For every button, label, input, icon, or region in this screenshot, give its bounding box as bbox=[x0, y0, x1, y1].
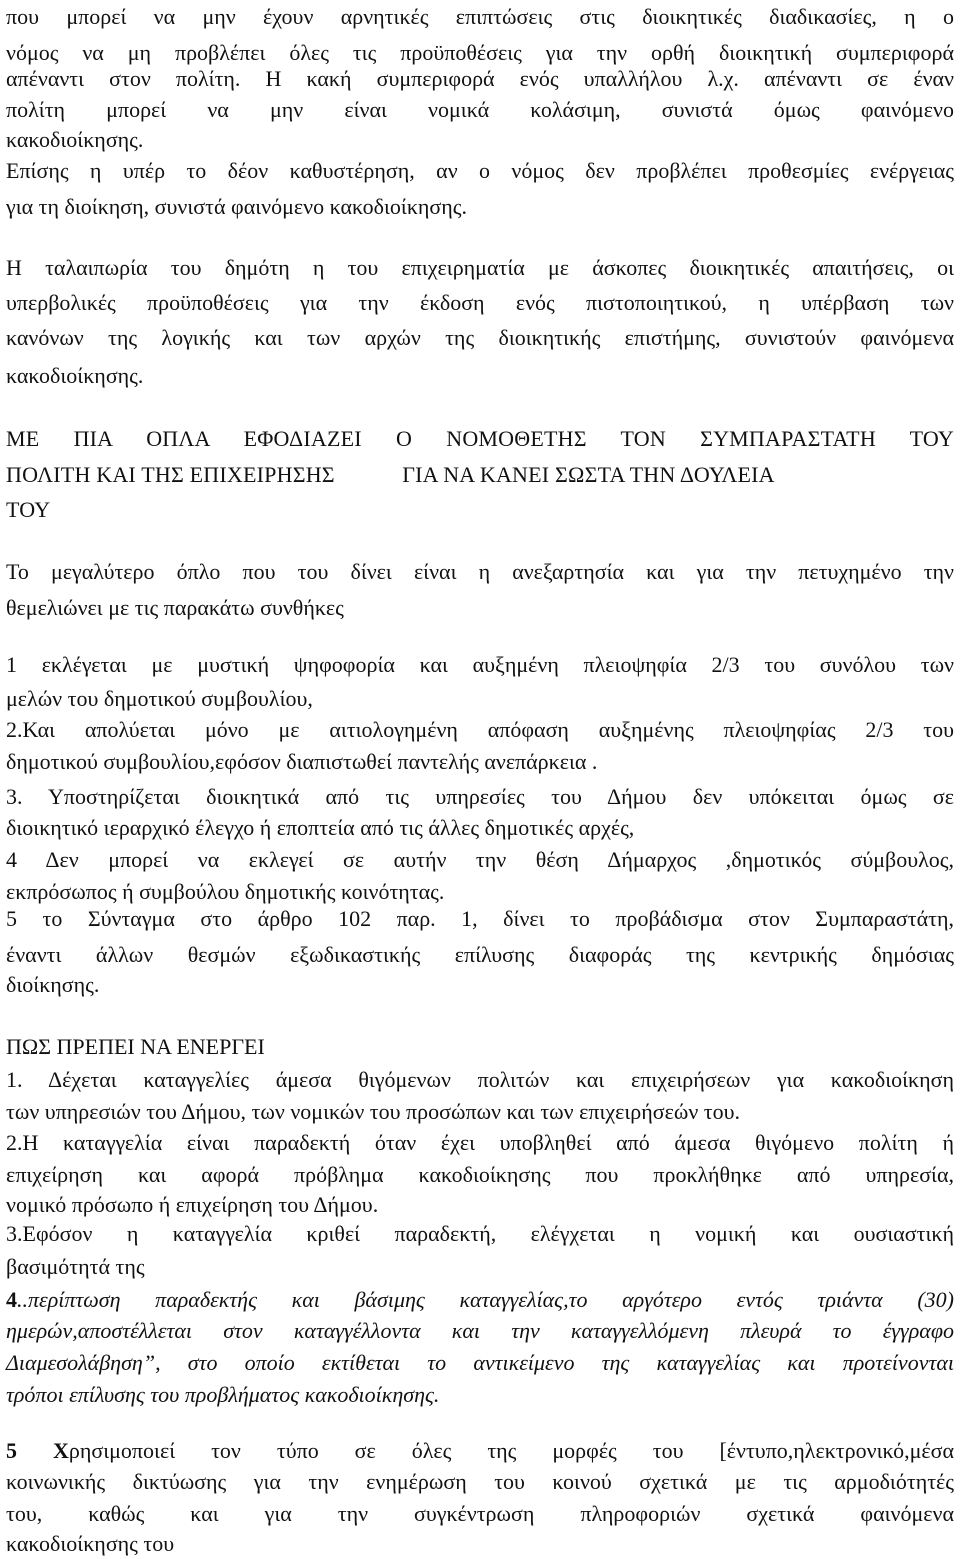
section-heading: ΜΕ ΠΙΑ ΟΠΛΑ ΕΦΟΔΙΑΖΕΙ Ο ΝΟΜΟΘΕΤΗΣ ΤΟΝ ΣΥΜΠΑΡΑΣΤΑΤΗ ΤΟΥ bbox=[6, 426, 954, 451]
list-item bbox=[6, 1287, 954, 1313]
item-text: ρησιμοποιεί τον τύπο σε όλες της μορφές του [έντυπο,ηλεκτρονικό,μέσα bbox=[68, 1438, 955, 1463]
list-item: των υπηρεσιών του Δήμου, των νομικών του προσώπων και των επιχειρήσεών του. bbox=[6, 1099, 741, 1124]
section-heading bbox=[6, 462, 954, 488]
list-item: έναντι άλλων θεσμών εξωδικαστικής επίλυσης διαφοράς της κεντρικής δημόσιας bbox=[6, 942, 954, 967]
text-line: για τη διοίκηση, συνιστά φαινόμενο κακοδιοίκησης. bbox=[6, 194, 467, 219]
text-line: νόμος να μη προβλέπει όλες τις προϋποθέσεις για την ορθή διοικητική συμπεριφορά bbox=[6, 40, 954, 65]
list-item: βασιμότητά της bbox=[6, 1254, 145, 1279]
item-number: 4 bbox=[6, 1287, 17, 1312]
heading-part: ΠΟΛΙΤΗ ΚΑΙ ΤΗΣ ΕΠΙΧΕΙΡΗΣΗΣ bbox=[6, 462, 335, 487]
section-heading: ΤΟΥ bbox=[6, 497, 51, 522]
list-item: διοίκησης. bbox=[6, 972, 100, 997]
list-item: εκπρόσωπος ή συμβούλου δημοτικής κοινότητας. bbox=[6, 879, 445, 904]
text-line: πολίτη μπορεί να μην είναι νομικά κολάσιμη, συνιστά όμως φαινόμενο bbox=[6, 97, 954, 122]
list-item: του, καθώς και για την συγκέντρωση πληροφοριών σχετικά φαινόμενα bbox=[6, 1501, 954, 1526]
section-heading: ΠΩΣ ΠΡΕΠΕΙ ΝΑ ΕΝΕΡΓΕΙ bbox=[6, 1034, 265, 1059]
list-item: επιχείρηση και αφορά πρόβλημα κακοδιοίκησης που προκλήθηκε από υπηρεσία, bbox=[6, 1162, 954, 1187]
text-line: Η ταλαιπωρία του δημότη η του επιχειρηματία με άσκοπες διοικητικές απαιτήσεις, οι bbox=[6, 255, 954, 280]
text-line: κακοδιοίκησης. bbox=[6, 127, 144, 152]
text-line: που μπορεί να μην έχουν αρνητικές επιπτώσεις στις διοικητικές διαδικασίες, η ο bbox=[6, 4, 954, 29]
list-item: 2.Η καταγγελία είναι παραδεκτή όταν έχει υποβληθεί από άμεσα θιγόμενο πολίτη ή bbox=[6, 1130, 954, 1155]
list-item: 3.Εφόσον η καταγγελία κριθεί παραδεκτή, ελέγχεται η νομική και ουσιαστική bbox=[6, 1221, 954, 1246]
item-number: 5 bbox=[6, 1438, 17, 1463]
list-item: κοινωνικής δικτύωσης για την ενημέρωση του κοινού σχετικά με τις αρμοδιότητές bbox=[6, 1469, 954, 1494]
list-item: ημερών,αποστέλλεται στον καταγγέλλοντα και την καταγγελλόμενη πλευρά το έγγραφο bbox=[6, 1318, 954, 1343]
list-item: κακοδιοίκησης του bbox=[6, 1531, 175, 1556]
list-item: μελών του δημοτικού συμβουλίου, bbox=[6, 686, 313, 711]
text-line: κανόνων της λογικής και των αρχών της διοικητικής επιστήμης, συνιστούν φαινόμενα bbox=[6, 325, 954, 350]
list-item: 4 Δεν μπορεί να εκλεγεί σε αυτήν την θέση Δήμαρχος ,δημοτικός σύμβουλος, bbox=[6, 847, 954, 872]
list-item: 1. Δέχεται καταγγελίες άμεσα θιγόμενων πολιτών και επιχειρήσεων για κακοδιοίκηση bbox=[6, 1067, 954, 1092]
text-line: απέναντι στον πολίτη. Η κακή συμπεριφορά ενός υπαλλήλου λ.χ. απέναντι σε έναν bbox=[6, 66, 954, 91]
list-item: 5 το Σύνταγμα στο άρθρο 102 παρ. 1, δίνει το προβάδισμα στον Συμπαραστάτη, bbox=[6, 906, 954, 931]
text-line: Επίσης η υπέρ το δέον καθυστέρηση, αν ο νόμος δεν προβλέπει προθεσμίες ενέργειας bbox=[6, 158, 954, 183]
list-item: διοικητικό ιεραρχικό έλεγχο ή εποπτεία από τις άλλες δημοτικές αρχές, bbox=[6, 815, 635, 840]
text-line: θεμελιώνει με τις παρακάτω συνθήκες bbox=[6, 595, 344, 620]
list-item: νομικό πρόσωπο ή επιχείρηση του Δήμου. bbox=[6, 1192, 379, 1217]
list-item: τρόποι επίλυσης του προβλήματος κακοδιοίκησης. bbox=[6, 1382, 440, 1407]
list-item: Διαμεσολάβηση”, στο οποίο εκτίθεται το αντικείμενο της καταγγελίας και προτείνονται bbox=[6, 1350, 954, 1375]
item-text: ..περίπτωση παραδεκτής και βάσιμης καταγγελίας,το αργότερο εντός τριάντα (30) bbox=[17, 1287, 954, 1312]
list-item bbox=[6, 1438, 954, 1464]
item-initial: Χ bbox=[52, 1438, 69, 1463]
list-item: 1 εκλέγεται με μυστική ψηφοφορία και αυξημένη πλειοψηφία 2/3 του συνόλου των bbox=[6, 652, 954, 677]
text-line: Το μεγαλύτερο όπλο που του δίνει είναι η ανεξαρτησία και για την πετυχημένο την bbox=[6, 559, 954, 584]
text-line: υπερβολικές προϋποθέσεις για την έκδοση ενός πιστοποιητικού, η υπέρβαση των bbox=[6, 290, 954, 315]
list-item: δημοτικού συμβουλίου,εφόσον διαπιστωθεί παντελής ανεπάρκεια . bbox=[6, 749, 598, 774]
list-item: 2.Και απολύεται μόνο με αιτιολογημένη απόφαση αυξημένης πλειοψηφίας 2/3 του bbox=[6, 717, 954, 742]
list-item: 3. Υποστηρίζεται διοικητικά από τις υπηρεσίες του Δήμου δεν υπόκειται όμως σε bbox=[6, 784, 954, 809]
heading-part: ΓΙΑ ΝΑ ΚΑΝΕΙ ΣΩΣΤΑ ΤΗΝ ΔΟΥΛΕΙΑ bbox=[402, 462, 775, 487]
text-line: κακοδιοίκησης. bbox=[6, 363, 144, 388]
